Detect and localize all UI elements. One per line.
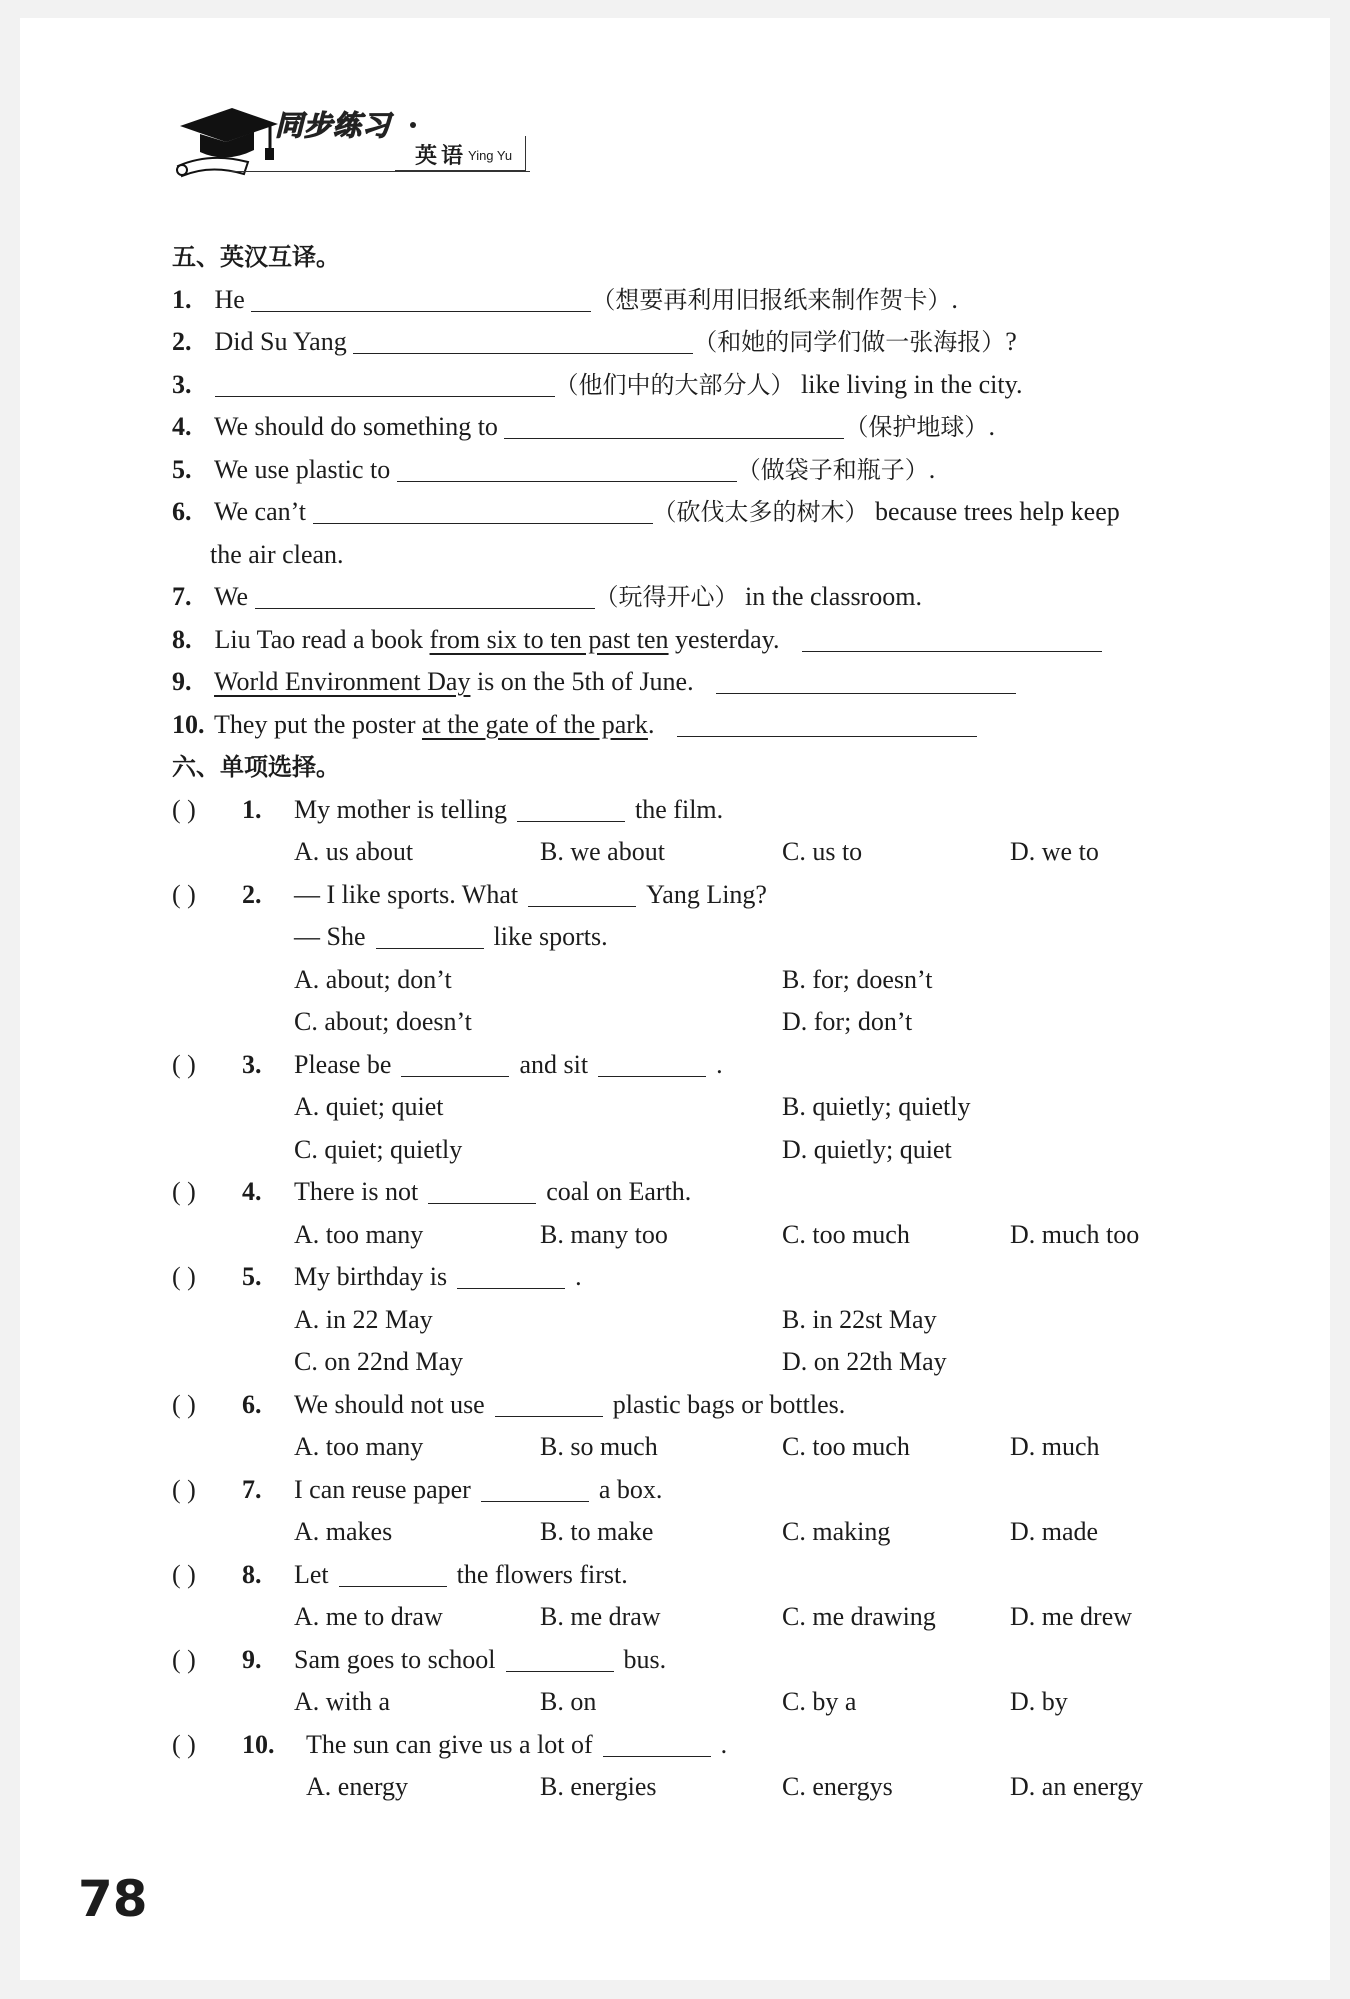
subject-pinyin: Ying Yu: [468, 148, 513, 163]
option-a[interactable]: A. with a: [294, 1687, 391, 1716]
option-a[interactable]: A. quiet; quiet: [294, 1092, 444, 1121]
options-row: [172, 1511, 1252, 1554]
choice-question-5: ( ) 5. My birthday is .: [172, 1256, 1252, 1299]
answer-blank[interactable]: [251, 281, 591, 312]
translate-item-6: 6. We can’t （砍伐太多的树木） because trees help keep: [172, 491, 1252, 534]
choice-question-2: ( ) 2. — I like sports. What Yang Ling?: [172, 874, 1252, 917]
answer-blank[interactable]: [397, 451, 737, 482]
option-d[interactable]: D. much too: [1010, 1219, 1140, 1249]
section-5-title: 五、英汉互译。: [172, 243, 340, 271]
graduation-cap-icon: [170, 104, 280, 180]
answer-parens[interactable]: ( ): [172, 1049, 196, 1079]
page-header: [170, 96, 550, 186]
choice-question-9: ( ) 9. Sam goes to school bus.: [172, 1639, 1252, 1682]
options-row: [172, 1299, 1252, 1342]
options-row: [172, 1086, 1252, 1129]
option-b[interactable]: B. on: [540, 1687, 597, 1716]
option-d[interactable]: D. an energy: [1010, 1772, 1144, 1801]
option-b[interactable]: B. me draw: [540, 1602, 661, 1631]
answer-parens[interactable]: ( ): [172, 879, 196, 909]
answer-blank[interactable]: [339, 1556, 447, 1587]
underlined-phrase: at the gate of the park: [421, 709, 648, 739]
option-b[interactable]: B. to make: [540, 1517, 654, 1546]
answer-parens[interactable]: ( ): [172, 1644, 196, 1674]
translate-item-6-continued: the air clean.: [210, 539, 344, 569]
answer-blank[interactable]: [506, 1641, 614, 1672]
answer-parens[interactable]: ( ): [172, 1559, 196, 1589]
answer-blank[interactable]: [428, 1173, 536, 1204]
option-b[interactable]: B. in 22st May: [782, 1304, 937, 1334]
answer-blank[interactable]: [481, 1471, 589, 1502]
choice-question-4: ( ) 4. There is not coal on Earth.: [172, 1171, 1252, 1214]
answer-blank[interactable]: [802, 621, 1102, 652]
option-c[interactable]: C. quiet; quietly: [294, 1134, 463, 1164]
answer-blank[interactable]: [677, 706, 977, 737]
option-a[interactable]: A. energy: [306, 1772, 409, 1801]
option-a[interactable]: A. too many: [294, 1219, 424, 1249]
options-row: [172, 1426, 1252, 1469]
option-a[interactable]: A. too many: [294, 1432, 424, 1461]
answer-blank[interactable]: [376, 918, 484, 949]
options-row: [172, 1596, 1252, 1639]
translate-item-10: 10. They put the poster at the gate of the park.: [172, 704, 1252, 747]
option-d[interactable]: D. for; don’t: [782, 1007, 913, 1036]
header-rule: [230, 171, 530, 172]
answer-parens[interactable]: ( ): [172, 1262, 196, 1291]
option-c[interactable]: C. making: [782, 1517, 891, 1546]
option-d[interactable]: D. me drew: [1010, 1602, 1133, 1631]
option-c[interactable]: C. too much: [782, 1432, 910, 1461]
series-title: 同步练习: [275, 109, 392, 142]
translate-item-9: 9. World Environment Day is on the 5th of June.: [172, 661, 1252, 704]
answer-blank[interactable]: [255, 578, 595, 609]
option-a[interactable]: A. about; don’t: [294, 964, 452, 994]
answer-blank[interactable]: [528, 876, 636, 907]
page-number: 78: [78, 1870, 148, 1928]
translate-item-2: 2. Did Su Yang （和她的同学们做一张海报）?: [172, 321, 1252, 364]
option-d[interactable]: D. much: [1010, 1432, 1100, 1461]
option-c[interactable]: C. about; doesn’t: [294, 1007, 472, 1036]
option-a[interactable]: A. makes: [294, 1517, 393, 1546]
answer-parens[interactable]: ( ): [172, 1389, 196, 1419]
options-row: [172, 831, 1252, 874]
answer-blank[interactable]: [401, 1046, 509, 1077]
option-b[interactable]: B. many too: [540, 1219, 668, 1249]
choice-question-2-reply: — She like sports.: [172, 916, 1252, 959]
options-row: [172, 1214, 1252, 1257]
answer-blank[interactable]: [603, 1726, 711, 1757]
option-a[interactable]: A. us about: [294, 837, 414, 866]
choice-question-8: ( ) 8. Let the flowers first.: [172, 1554, 1252, 1597]
exercise-content: [172, 236, 1252, 1809]
answer-blank[interactable]: [517, 791, 625, 822]
option-b[interactable]: B. we about: [540, 837, 665, 866]
option-b[interactable]: B. energies: [540, 1772, 657, 1801]
options-row: [172, 1681, 1252, 1724]
translate-item-5: 5. We use plastic to （做袋子和瓶子）.: [172, 449, 1252, 492]
choice-question-6: ( ) 6. We should not use plastic bags or bottles.: [172, 1384, 1252, 1427]
options-row: [172, 959, 1252, 1002]
option-d[interactable]: D. we to: [1010, 837, 1099, 866]
options-row: [172, 1001, 1252, 1044]
answer-blank[interactable]: [504, 408, 844, 439]
answer-blank[interactable]: [353, 323, 693, 354]
options-row: [172, 1341, 1252, 1384]
section-6-title: 六、单项选择。: [172, 753, 340, 781]
translate-item-4: 4. We should do something to （保护地球）.: [172, 406, 1252, 449]
translate-item-1: 1. He （想要再利用旧报纸来制作贺卡）.: [172, 279, 1252, 322]
option-d[interactable]: D. made: [1010, 1517, 1099, 1546]
subject-cn: 英语: [415, 144, 468, 169]
choice-question-1: ( ) 1. My mother is telling the film.: [172, 789, 1252, 832]
choice-question-10: ( ) 10. The sun can give us a lot of .: [172, 1724, 1252, 1767]
option-d[interactable]: D. quietly; quiet: [782, 1134, 952, 1164]
options-row: [172, 1766, 1252, 1809]
answer-blank[interactable]: [215, 366, 555, 397]
answer-parens[interactable]: ( ): [172, 1729, 196, 1759]
option-c[interactable]: C. by a: [782, 1687, 857, 1716]
header-dot: [410, 122, 416, 128]
option-b[interactable]: B. quietly; quietly: [782, 1092, 971, 1121]
translate-item-7: 7. We （玩得开心） in the classroom.: [172, 576, 1252, 619]
answer-blank[interactable]: [716, 663, 1016, 694]
underlined-phrase: World Environment Day: [214, 667, 471, 696]
option-d[interactable]: D. by: [1010, 1687, 1068, 1716]
choice-question-7: ( ) 7. I can reuse paper a box.: [172, 1469, 1252, 1512]
answer-blank[interactable]: [313, 493, 653, 524]
workbook-page: [20, 18, 1330, 1980]
option-b[interactable]: B. so much: [540, 1432, 658, 1461]
option-a[interactable]: A. me to draw: [294, 1602, 443, 1631]
translate-item-3: 3. （他们中的大部分人） like living in the city.: [172, 364, 1252, 407]
answer-parens[interactable]: ( ): [172, 1474, 196, 1504]
answer-parens[interactable]: ( ): [172, 794, 196, 824]
answer-blank[interactable]: [457, 1258, 565, 1289]
options-row: [172, 1129, 1252, 1172]
answer-blank[interactable]: [598, 1046, 706, 1077]
option-c[interactable]: C. me drawing: [782, 1602, 936, 1631]
option-d[interactable]: D. on 22th May: [782, 1347, 947, 1376]
option-a[interactable]: A. in 22 May: [294, 1304, 433, 1334]
answer-blank[interactable]: [495, 1386, 603, 1417]
option-b[interactable]: B. for; doesn’t: [782, 964, 933, 994]
option-c[interactable]: C. us to: [782, 837, 863, 866]
option-c[interactable]: C. too much: [782, 1219, 910, 1249]
option-c[interactable]: C. on 22nd May: [294, 1347, 463, 1376]
underlined-phrase: from six to ten past ten: [429, 624, 669, 654]
option-c[interactable]: C. energys: [782, 1772, 893, 1801]
translate-item-8: 8. Liu Tao read a book from six to ten past ten yesterday.: [172, 619, 1252, 662]
answer-parens[interactable]: ( ): [172, 1177, 196, 1206]
choice-question-3: ( ) 3. Please be and sit .: [172, 1044, 1252, 1087]
